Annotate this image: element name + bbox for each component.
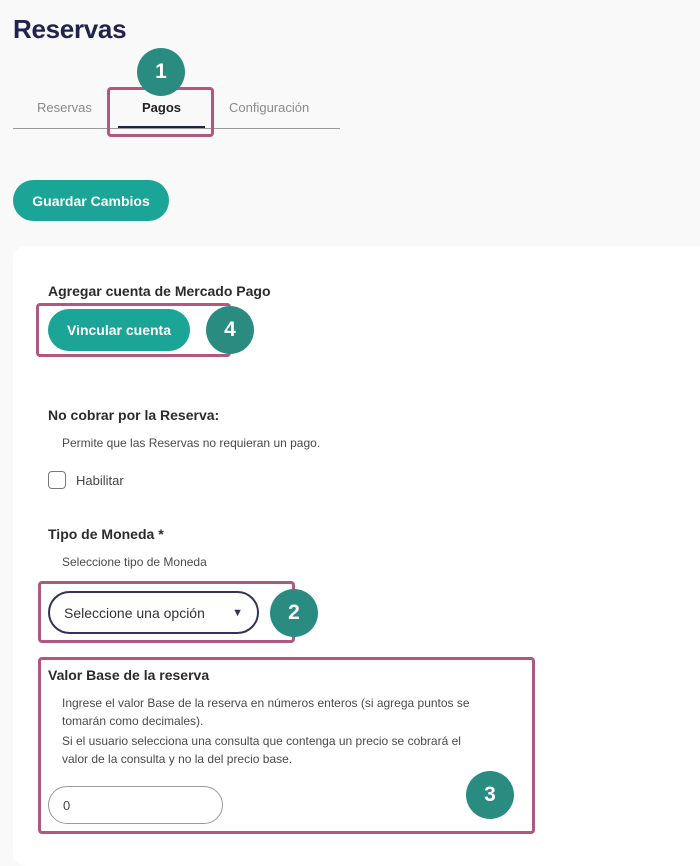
base-value-title: Valor Base de la reserva bbox=[48, 667, 210, 683]
currency-select-value: Seleccione una opción bbox=[64, 604, 205, 621]
base-value-help-line-1: Ingrese el valor Base de la reserva en números enteros (si agrega puntos se bbox=[62, 696, 470, 710]
base-value-input[interactable] bbox=[48, 786, 223, 824]
save-button[interactable]: Guardar Cambios bbox=[13, 180, 169, 221]
step-badge-3: 3 bbox=[466, 771, 514, 819]
currency-help: Seleccione tipo de Moneda bbox=[62, 555, 207, 569]
base-value-help-line-4: valor de la consulta y no la del precio base. bbox=[62, 752, 293, 766]
no-charge-help: Permite que las Reservas no requieran un pago. bbox=[62, 436, 321, 450]
base-value-help-line-2: tomarán como decimales). bbox=[62, 714, 204, 728]
currency-select[interactable] bbox=[48, 591, 259, 634]
tab-reservas[interactable]: Reservas bbox=[37, 100, 92, 115]
dropdown-arrow-icon: ▼ bbox=[232, 606, 243, 619]
tab-pagos[interactable]: Pagos bbox=[142, 100, 182, 115]
base-value-help-line-3: Si el usuario selecciona una consulta que contenga un precio se cobrará el bbox=[62, 734, 461, 748]
link-account-button[interactable]: Vincular cuenta bbox=[48, 309, 190, 351]
mercado-pago-title: Agregar cuenta de Mercado Pago bbox=[48, 283, 271, 299]
tab-configuracion[interactable]: Configuración bbox=[229, 100, 310, 115]
currency-title: Tipo de Moneda * bbox=[48, 526, 164, 542]
enable-no-charge-checkbox[interactable] bbox=[48, 471, 66, 489]
no-charge-title: No cobrar por la Reserva: bbox=[48, 407, 220, 423]
page-title: Reservas bbox=[13, 14, 127, 44]
enable-checkbox-label: Habilitar bbox=[76, 473, 124, 488]
step-badge-1: 1 bbox=[137, 48, 185, 96]
step-badge-2: 2 bbox=[270, 589, 318, 637]
step-badge-4: 4 bbox=[206, 306, 254, 354]
